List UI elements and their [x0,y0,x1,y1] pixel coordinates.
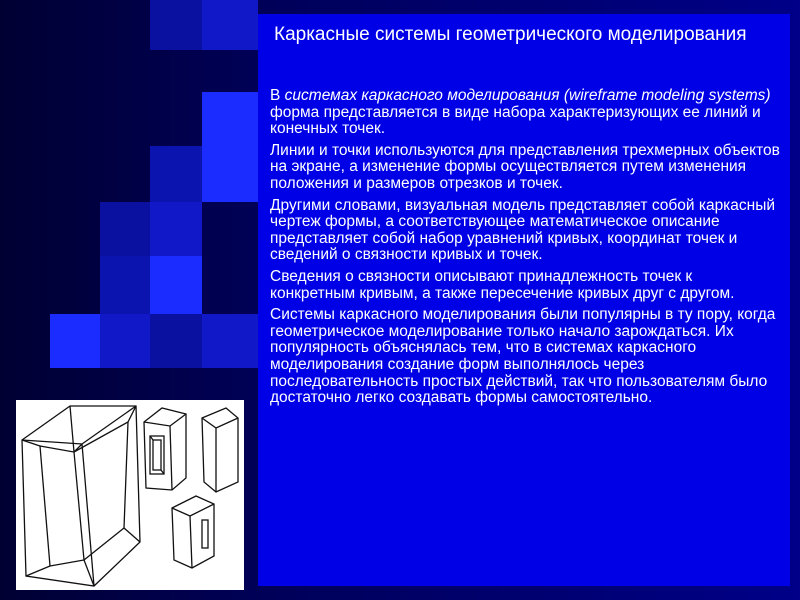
decor-square [202,146,258,202]
decor-square [202,0,258,50]
right-wireframe-box [202,408,238,492]
decor-square [50,314,100,368]
decor-square [150,202,202,256]
large-wireframe-box [22,406,140,586]
decor-square [100,314,150,368]
decor-square [202,314,258,368]
decor-square [202,92,258,146]
paragraph: Сведения о связности описывают принадлежность точек к конкретным кривым, а также пересечение кривых друг с другом. [270,267,735,302]
wireframe-boxes-drawing-icon [16,400,244,590]
decor-square [150,0,202,50]
wireframe-illustration [16,400,244,590]
decor-square [150,314,202,368]
decor-square [150,256,202,314]
paragraph: В системах каркасного моделирования (wireframe modeling systems) форма представляется в виде набора характеризующих ее линий и конечных точек. [270,87,771,138]
paragraph: Линии и точки используются для представления трехмерных объектов на экране, а изменение формы осуществляется путем изменения положения и размеров отрезков и точек. [270,141,780,192]
paragraph: Системы каркасного моделирования были популярны в ту пору, когда геометрическое моделирование только начало зарождаться. Их популярность объяснялась тем, что в системах каркасного моделирования создание форм выполнялось через последовательность простых действий, так что пользователям было достаточно легко создавать формы самостоятельно. [270,306,776,407]
slide-body [270,88,780,412]
paragraph: Другими словами, визуальная модель представляет собой каркасный чертеж формы, а соответствующее математическое описание представляет собой набор уравнений кривых, координат точек и сведений о связности кривых и точек. [270,196,776,264]
box-with-window [144,408,186,490]
decor-square [150,146,202,202]
slide-title: Каркасные системы геометрического моделирования [274,24,747,45]
bottom-wireframe-box [172,496,214,568]
decor-square [100,202,150,256]
decor-square [100,256,150,314]
emphasis-text: системах каркасного моделирования (wireframe modeling systems) [284,87,771,104]
